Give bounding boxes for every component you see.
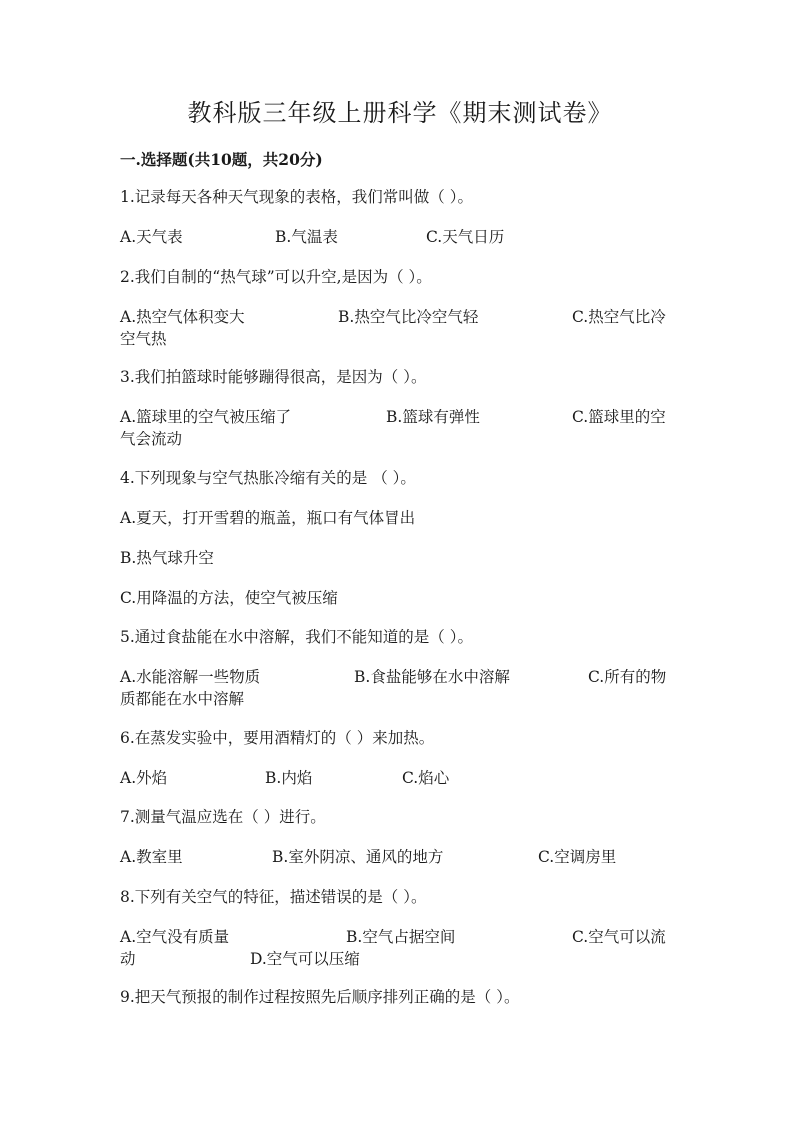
question-6-stem: 6.在蒸发实验中，要用酒精灯的（ ）来加热。: [120, 729, 435, 747]
option-b: B.热空气比冷空气轻: [338, 308, 479, 326]
question-5-wrap: 质都能在水中溶解: [120, 690, 245, 708]
question-2-wrap: 空气热: [120, 330, 167, 348]
option-b: B.篮球有弹性: [386, 408, 480, 426]
option-b: B.空气占据空间: [346, 928, 456, 946]
exam-title: 教科版三年级上册科学《期末测试卷》: [187, 99, 613, 127]
option-b: B.食盐能够在水中溶解: [354, 668, 510, 686]
question-2-stem: 2.我们自制的“热气球”可以升空,是因为（ ）。: [120, 268, 432, 286]
question-3-wrap: 气会流动: [120, 430, 183, 448]
option-c: C.天气日历: [426, 228, 505, 246]
option-a: A.外焰: [120, 769, 168, 787]
question-4-option-b: B.热气球升空: [120, 549, 214, 567]
option-a: A.天气表: [120, 228, 183, 246]
question-3-stem: 3.我们拍篮球时能够蹦得很高，是因为（ ）。: [120, 368, 427, 386]
option-a: A.教室里: [120, 848, 183, 866]
option-a: A.空气没有质量: [120, 928, 230, 946]
option-c: C.焰心: [402, 769, 450, 787]
option-c: C.空气可以流: [572, 928, 666, 946]
option-c: C.热空气比冷: [572, 308, 666, 326]
question-5-stem: 5.通过食盐能在水中溶解，我们不能知道的是（ ）。: [120, 628, 473, 646]
question-8-stem: 8.下列有关空气的特征，描述错误的是（ ）。: [120, 888, 427, 906]
option-c: C.篮球里的空: [572, 408, 666, 426]
question-9-stem: 9.把天气预报的制作过程按照先后顺序排列正确的是（ ）。: [120, 988, 520, 1006]
question-8-wrap: 动: [120, 950, 136, 968]
option-a: A.热空气体积变大: [120, 308, 245, 326]
question-4-stem: 4.下列现象与空气热胀冷缩有关的是 （ ）。: [120, 469, 416, 487]
question-7-stem: 7.测量气温应选在（ ）进行。: [120, 808, 326, 826]
section-heading: 一.选择题(共10题，共20分): [120, 150, 323, 169]
option-c: C.空调房里: [538, 848, 617, 866]
option-b: B.室外阴凉、通风的地方: [272, 848, 444, 866]
option-b: B.气温表: [275, 228, 338, 246]
question-1-stem: 1.记录每天各种天气现象的表格，我们常叫做（ ）。: [120, 188, 473, 206]
question-4-option-c: C.用降温的方法，使空气被压缩: [120, 589, 338, 607]
option-a: A.水能溶解一些物质: [120, 668, 261, 686]
option-b: B.内焰: [265, 769, 313, 787]
option-a: A.篮球里的空气被压缩了: [120, 408, 292, 426]
option-c: C.所有的物: [588, 668, 667, 686]
question-4-option-a: A.夏天，打开雪碧的瓶盖，瓶口有气体冒出: [120, 509, 416, 527]
option-d: D.空气可以压缩: [250, 950, 360, 968]
